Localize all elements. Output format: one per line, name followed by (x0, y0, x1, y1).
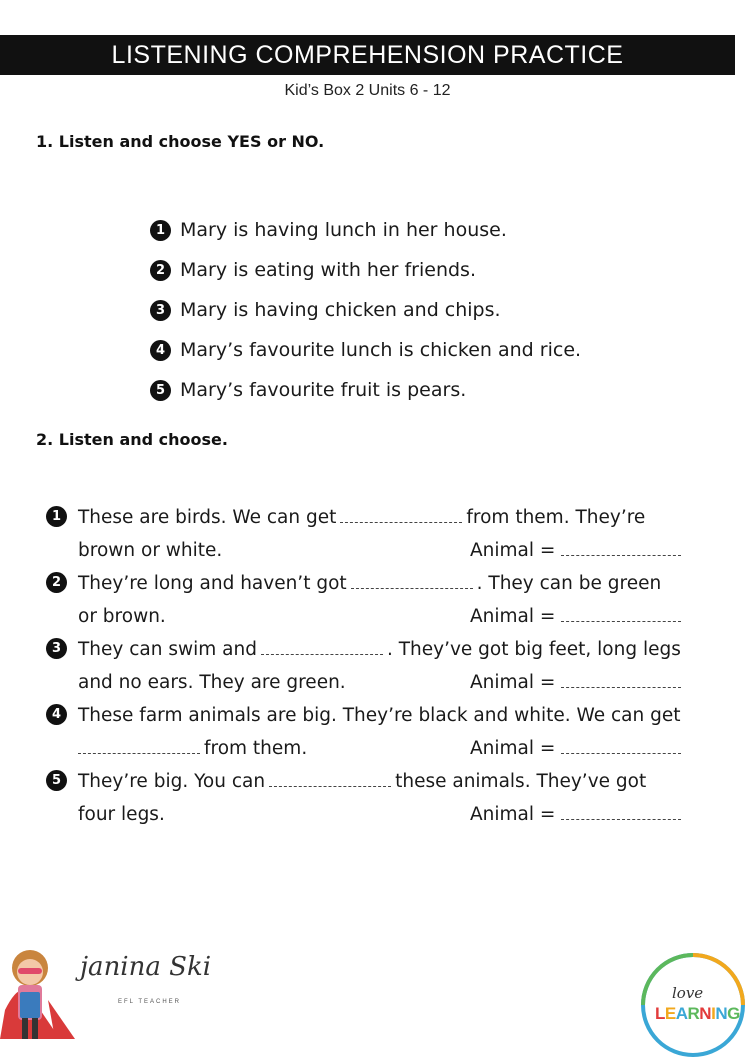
page-title: LISTENING COMPREHENSION PRACTICE (0, 35, 735, 75)
item-line-1 (78, 633, 681, 666)
text-before-blank: They can swim and (78, 639, 257, 660)
logo-letter: R (687, 1004, 700, 1023)
text-after-blank: . They’ve got big feet, long legs (386, 639, 681, 660)
list-item (46, 501, 696, 567)
answer-blank[interactable] (261, 654, 383, 655)
logo-letter: I (711, 1004, 716, 1023)
statement-text: Mary is having chicken and chips. (180, 299, 501, 321)
answer-blank[interactable] (351, 588, 473, 589)
number-4-icon: 4 (150, 340, 171, 361)
logo-letter: N (699, 1004, 712, 1023)
list-item (150, 330, 581, 370)
animal-field (470, 798, 685, 831)
item-line-1 (78, 567, 661, 600)
animal-blank[interactable] (561, 687, 681, 688)
list-item (150, 210, 581, 250)
text-after-blank: from them. (204, 738, 308, 759)
page-subtitle: Kid’s Box 2 Units 6 - 12 (284, 82, 451, 99)
number-4-icon: 4 (46, 704, 67, 725)
number-1-icon: 1 (150, 220, 171, 241)
statement-text: Mary is having lunch in her house. (180, 219, 507, 241)
number-1-icon: 1 (46, 506, 67, 527)
list-item (150, 250, 581, 290)
item-line-2: and no ears. They are green. (78, 672, 346, 693)
logo-letter: A (675, 1004, 688, 1023)
item-line-1 (78, 765, 646, 798)
signature-logo: janina Ski (80, 952, 212, 982)
list-item (150, 290, 581, 330)
item-line-2: or brown. (78, 606, 166, 627)
animal-field (470, 732, 685, 765)
signature-subtitle: EFL TEACHER (118, 999, 182, 1005)
animal-blank[interactable] (561, 753, 681, 754)
section2-heading: 2. Listen and choose. (36, 430, 228, 449)
number-3-icon: 3 (150, 300, 171, 321)
text-after-blank: . They can be green (476, 573, 662, 594)
animal-label: Animal = (470, 540, 556, 561)
text-before-blank: They’re big. You can (78, 771, 266, 792)
list-item (46, 765, 696, 831)
statement-text: Mary is eating with her friends. (180, 259, 476, 281)
logo-letter: L (655, 1004, 665, 1023)
item-line-2: brown or white. (78, 540, 223, 561)
text-before-blank: They’re long and haven’t got (78, 573, 347, 594)
list-item (46, 699, 696, 765)
item-line-1: These farm animals are big. They’re black and white. We can get (78, 705, 681, 726)
logo-letter: N (715, 1004, 728, 1023)
number-2-icon: 2 (46, 572, 67, 593)
text-before-blank: These are birds. We can get (78, 507, 337, 528)
item-line-1 (78, 501, 645, 534)
animal-blank[interactable] (561, 819, 681, 820)
animal-blank[interactable] (561, 621, 681, 622)
animal-blank[interactable] (561, 555, 681, 556)
animal-field (470, 600, 685, 633)
statement-text: Mary’s favourite lunch is chicken and rice. (180, 339, 582, 361)
text-after-blank: from them. They’re (466, 507, 646, 528)
animal-field (470, 534, 685, 567)
section2-list (46, 501, 696, 831)
animal-label: Animal = (470, 804, 556, 825)
logo-learning-text (655, 1004, 740, 1024)
animal-label: Animal = (470, 738, 556, 759)
list-item (46, 567, 696, 633)
item-line-2 (78, 732, 307, 765)
answer-blank[interactable] (269, 786, 391, 787)
number-5-icon: 5 (150, 380, 171, 401)
answer-blank[interactable] (340, 522, 462, 523)
animal-label: Animal = (470, 672, 556, 693)
number-3-icon: 3 (46, 638, 67, 659)
list-item (46, 633, 696, 699)
animal-label: Animal = (470, 606, 556, 627)
logo-love-text: love (672, 984, 704, 1002)
text-after-blank: these animals. They’ve got (395, 771, 647, 792)
statement-text: Mary’s favourite fruit is pears. (180, 379, 467, 401)
section1-list (150, 210, 581, 410)
animal-field (470, 666, 685, 699)
number-2-icon: 2 (150, 260, 171, 281)
logo-letter: E (664, 1004, 676, 1023)
item-line-2: four legs. (78, 804, 165, 825)
answer-blank[interactable] (78, 753, 200, 754)
section1-heading: 1. Listen and choose YES or NO. (36, 132, 325, 151)
logo-letter: G (727, 1004, 740, 1023)
list-item (150, 370, 581, 410)
number-5-icon: 5 (46, 770, 67, 791)
